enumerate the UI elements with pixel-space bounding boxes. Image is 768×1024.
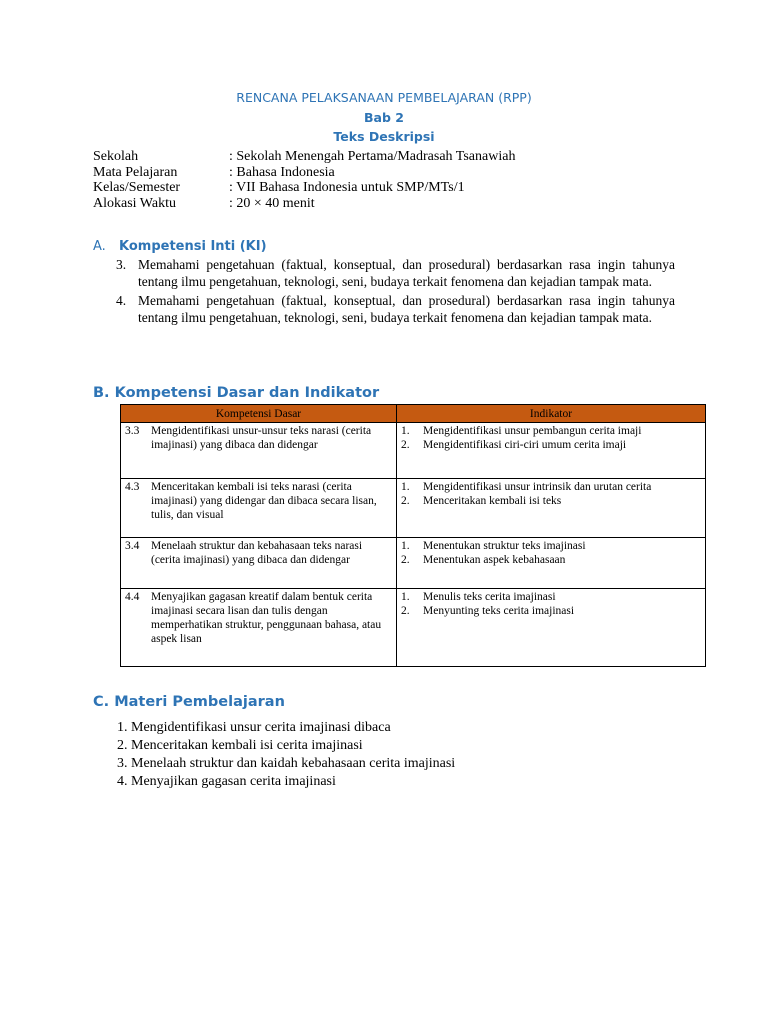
meta-key: Sekolah bbox=[93, 149, 139, 164]
section-b-title: B. Kompetensi Dasar dan Indikator bbox=[93, 385, 380, 401]
list-item bbox=[116, 256, 675, 291]
kd-number: 3.4 bbox=[125, 540, 140, 552]
indicator-text: Menyunting teks cerita imajinasi bbox=[423, 605, 575, 617]
table-row bbox=[121, 423, 706, 479]
indicator-text: Menceritakan kembali isi teks bbox=[423, 495, 562, 507]
list-item: 3. Menelaah struktur dan kaidah kebahasaan cerita imajinasi bbox=[117, 756, 456, 771]
indicator-number: 1. bbox=[401, 481, 410, 493]
kd-number: 3.3 bbox=[125, 425, 140, 437]
section-a-letter: A. bbox=[93, 239, 106, 254]
kd-text: Menelaah struktur dan kebahasaan teks narasi (cerita imajinasi) yang dibaca dan didengar bbox=[151, 540, 363, 566]
list-number: 4. bbox=[116, 292, 127, 308]
column-header: Indikator bbox=[397, 405, 706, 423]
list-text: Memahami pengetahuan (faktual, konseptual, dan prosedural) berdasarkan rasa ingin tahunya tentang ilmu pengetahuan, teknologi, seni, budaya terkait fenomena dan kejadian tampak mata. bbox=[138, 292, 675, 325]
kd-table bbox=[120, 404, 706, 667]
meta-row bbox=[93, 196, 515, 212]
kd-text: Menyajikan gagasan kreatif dalam bentuk cerita imajinasi secara lisan dan tulis dengan memperhatikan struktur, penggunaan bahasa, atau aspek lisan bbox=[151, 591, 382, 645]
indicator-number: 2. bbox=[401, 495, 410, 507]
meta-row bbox=[93, 165, 515, 181]
indicator-number: 2. bbox=[401, 439, 410, 451]
table-row bbox=[121, 589, 706, 667]
indicator-text: Menentukan struktur teks imajinasi bbox=[423, 540, 586, 552]
list-item: 4. Menyajikan gagasan cerita imajinasi bbox=[117, 774, 336, 789]
materi-list bbox=[117, 719, 455, 791]
meta-key: Alokasi Waktu bbox=[93, 195, 176, 211]
section-c-title: C. Materi Pembelajaran bbox=[93, 694, 285, 710]
table-header-row bbox=[121, 405, 706, 423]
kd-cell bbox=[121, 479, 397, 538]
indicator-cell bbox=[397, 479, 706, 538]
indicator-number: 2. bbox=[401, 554, 410, 566]
chapter-label: Bab 2 bbox=[364, 109, 404, 125]
meta-key: Mata Pelajaran bbox=[93, 164, 178, 180]
topic-label: Teks Deskripsi bbox=[333, 129, 435, 144]
kd-cell bbox=[121, 423, 397, 479]
kd-text: Mengidentifikasi unsur-unsur teks narasi (cerita imajinasi) yang dibaca dan didengar bbox=[151, 425, 372, 451]
meta-key: Kelas/Semester bbox=[93, 180, 181, 195]
indicator-text: Mengidentifikasi unsur pembangun cerita imaji bbox=[423, 425, 642, 437]
document-title: RENCANA PELAKSANAAN PEMBELAJARAN (RPP) bbox=[236, 90, 532, 105]
meta-value: : VII Bahasa Indonesia untuk SMP/MTs/1 bbox=[229, 180, 465, 195]
meta-value: : 20 × 40 menit bbox=[229, 195, 315, 211]
indicator-number: 1. bbox=[401, 591, 410, 603]
indicator-text: Menulis teks cerita imajinasi bbox=[423, 591, 556, 603]
indicator-text: Menentukan aspek kebahasaan bbox=[423, 554, 566, 566]
meta-value: : Sekolah Menengah Pertama/Madrasah Tsanawiah bbox=[229, 149, 516, 164]
indicator-cell bbox=[397, 589, 706, 667]
indicator-text: Mengidentifikasi unsur intrinsik dan urutan cerita bbox=[423, 481, 652, 493]
kd-cell bbox=[121, 538, 397, 589]
table-row bbox=[121, 479, 706, 538]
table-row bbox=[121, 538, 706, 589]
meta-row bbox=[93, 149, 515, 165]
document-header bbox=[0, 88, 768, 147]
meta-row bbox=[93, 180, 515, 196]
column-header: Kompetensi Dasar bbox=[121, 405, 397, 423]
indicator-number: 1. bbox=[401, 540, 410, 552]
kd-text: Menceritakan kembali isi teks narasi (cerita imajinasi) yang didengar dan dibaca secara lisan, tulis, dan visual bbox=[151, 481, 377, 521]
indicator-cell bbox=[397, 423, 706, 479]
kd-number: 4.4 bbox=[125, 591, 140, 603]
list-item: 1. Mengidentifikasi unsur cerita imajinasi dibaca bbox=[117, 720, 391, 735]
indicator-number: 2. bbox=[401, 605, 410, 617]
kd-number: 4.3 bbox=[125, 481, 140, 493]
section-a-title: Kompetensi Inti (KI) bbox=[119, 239, 267, 254]
ki-list bbox=[116, 256, 675, 327]
list-number: 3. bbox=[116, 257, 127, 272]
list-text: Memahami pengetahuan (faktual, konseptual, dan prosedural) berdasarkan rasa ingin tahunya tentang ilmu pengetahuan, teknologi, seni, budaya terkait fenomena dan kejadian tampak mata. bbox=[138, 257, 675, 290]
list-item: 2. Menceritakan kembali isi cerita imajinasi bbox=[117, 738, 363, 753]
identity-block bbox=[93, 149, 515, 211]
indicator-text: Mengidentifikasi ciri-ciri umum cerita imaji bbox=[423, 439, 627, 451]
indicator-cell bbox=[397, 538, 706, 589]
list-item bbox=[116, 292, 675, 327]
meta-value: : Bahasa Indonesia bbox=[229, 164, 335, 180]
indicator-number: 1. bbox=[401, 425, 410, 437]
kd-cell bbox=[121, 589, 397, 667]
section-a-heading bbox=[93, 239, 267, 254]
